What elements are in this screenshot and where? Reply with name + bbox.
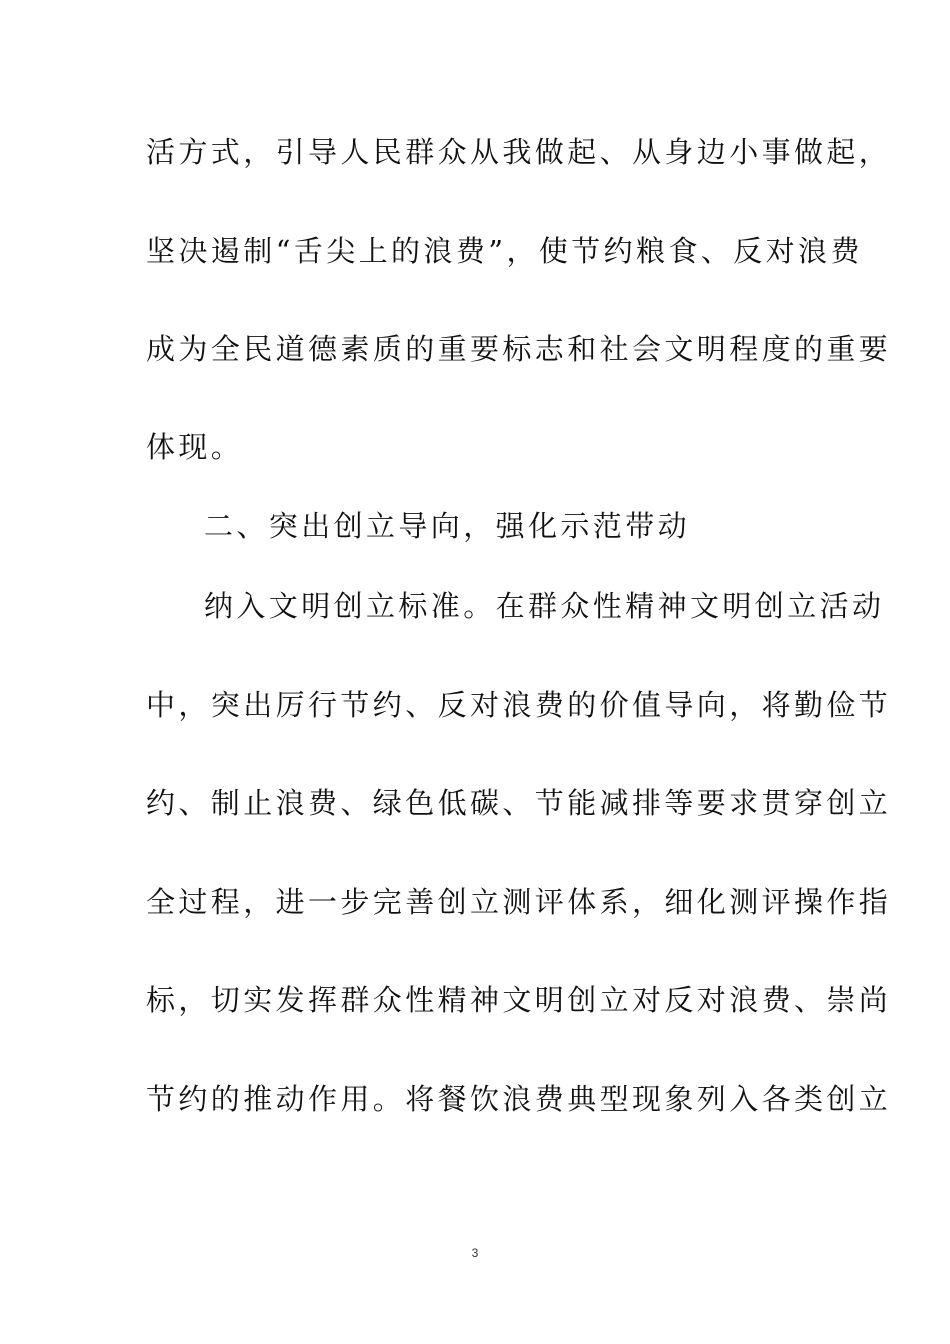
body-text-line: 活方式，引导人民群众从我做起、从身边小事做起， [146,135,892,169]
body-text-line: 全过程，进一步完善创立测评体系，细化测评操作指 [146,885,892,919]
body-text-line: 体现。 [146,430,244,464]
body-text-line: 标，切实发挥群众性精神文明创立对反对浪费、崇尚 [146,983,892,1017]
body-text-line: 坚决遏制“舌尖上的浪费”，使节约粮食、反对浪费 [146,234,863,268]
page-number: 3 [471,1246,479,1260]
section-heading: 二、突出创立导向，强化示范带动 [204,509,691,543]
body-text-line: 节约的推动作用。将餐饮浪费典型现象列入各类创立 [146,1082,892,1116]
body-text-line: 成为全民道德素质的重要标志和社会文明程度的重要 [146,332,892,366]
body-text-line: 约、制止浪费、绿色低碳、节能减排等要求贯穿创立 [146,786,892,820]
body-text-line: 纳入文明创立标准。在群众性精神文明创立活动 [204,589,885,623]
body-text-line: 中，突出厉行节约、反对浪费的价值导向，将勤俭节 [146,688,892,722]
